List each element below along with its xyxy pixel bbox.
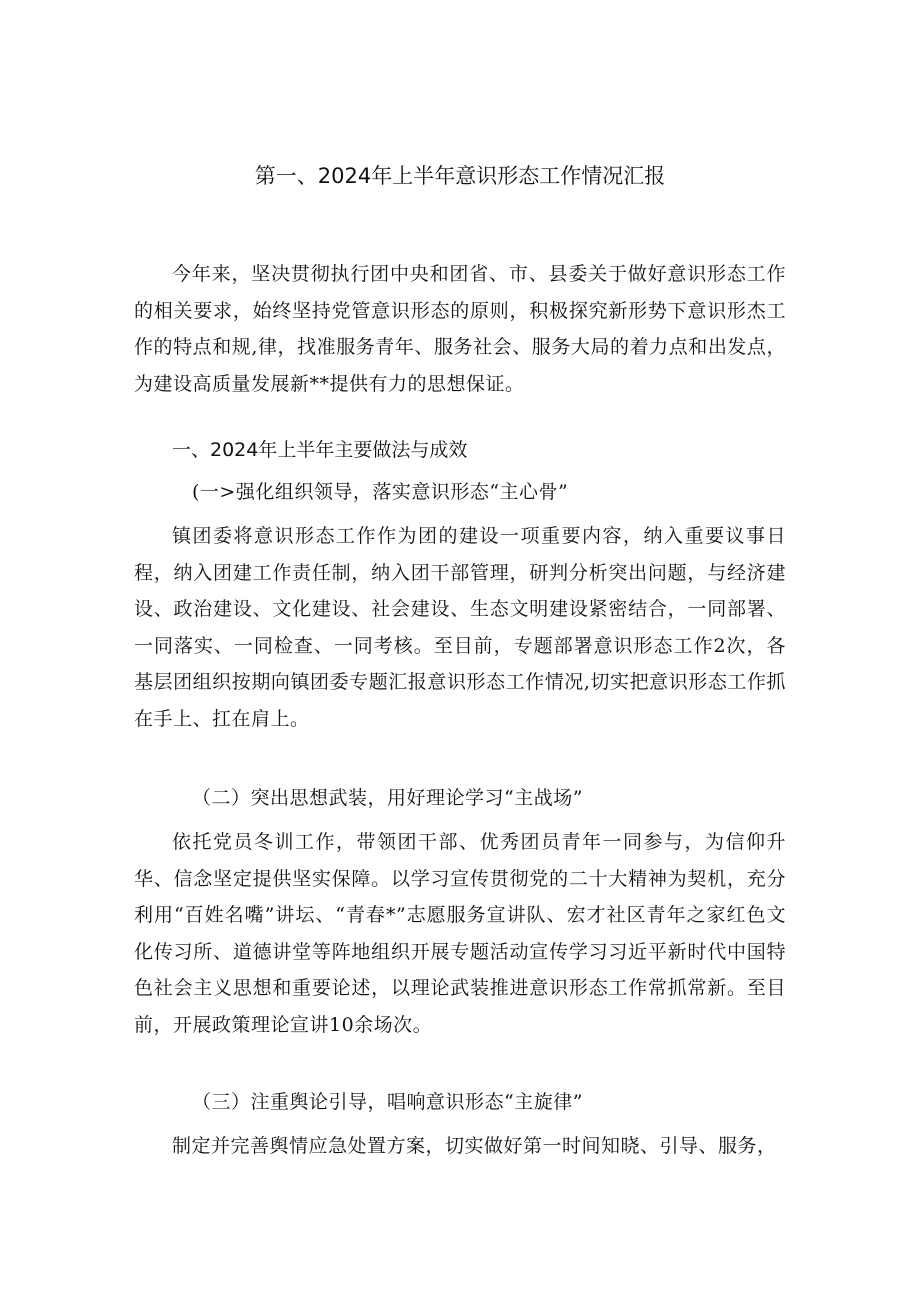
section-heading-1: 一、2024年上半年主要做法与成效 <box>172 439 468 461</box>
subsection-body-2: 依托党员冬训工作，带领团干部、优秀团员青年一同参与，为信仰升华、信念坚定提供坚实保障。以学习宣传贯彻党的二十大精神为契机，充分利用“百姓名嘴”讲坛、“青春*”志愿服务宣讲队、宏才社区青年之家红色文化传习所、道德讲堂等阵地组织开展专题活动宣传学习习近平新时代中国特色社会主义思想和重要论述，以理论武装推进意识形态工作常抓常新。至目前，开展政策理论宣讲10余场次。 <box>134 831 786 1036</box>
document-title: 第一、2024年上半年意识形态工作情况汇报 <box>254 164 666 188</box>
subsection-heading-1: (一>强化组织领导，落实意识形态“主心骨” <box>192 481 569 503</box>
subsection-heading-2: （二）突出思想武装，用好理论学习“主战场” <box>192 787 583 809</box>
subsection-body-1: 镇团委将意识形态工作作为团的建设一项重要内容，纳入重要议事日程，纳入团建工作责任制，纳入团干部管理，研判分析突出问题，与经济建设、政治建设、文化建设、社会建设、生态文明建设紧密结合，一同部署、一同落实、一同检查、一同考核。至目前，专题部署意识形态工作2次，各基层团组织按期向镇团委专题汇报意识形态工作情况,切实把意识形态工作抓在手上、扛在肩上。 <box>134 525 786 730</box>
intro-paragraph: 今年来，坚决贯彻执行团中央和团省、市、县委关于做好意识形态工作的相关要求，始终坚持党管意识形态的原则，积极探究新形势下意识形杰工作的特点和规,律，找准服务青年、服务社会、服务大局的着力点和出发点，为建设高质量发展新**提供有力的思想保证。 <box>134 263 786 395</box>
subsection-heading-3: （三）注重舆论引导，唱响意识形态“主旋律” <box>192 1091 583 1113</box>
subsection-body-3: 制定并完善舆情应急处置方案，切实做好第一时间知晓、引导、服务， <box>172 1135 777 1157</box>
